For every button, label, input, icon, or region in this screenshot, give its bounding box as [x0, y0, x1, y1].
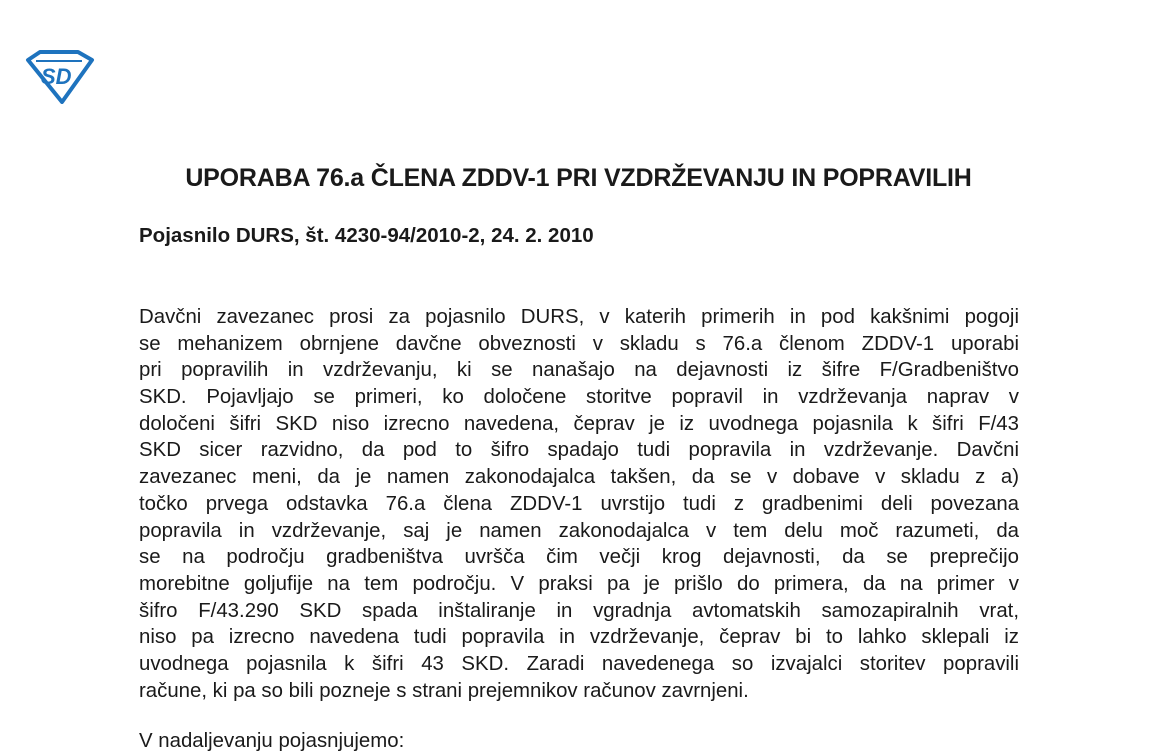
document-title: UPORABA 76.a ČLENA ZDDV-1 PRI VZDRŽEVANJU IN POPRAVILIH	[185, 164, 972, 192]
paragraph-line: račune, ki pa so bili pozneje s strani prejemnikov računov zavrnjeni.	[139, 679, 749, 702]
document-subtitle: Pojasnilo DURS, št. 4230-94/2010-2, 24. 2. 2010	[139, 224, 594, 247]
paragraph-line: SKD. Pojavljajo se primeri, ko določene storitve popravil in vzdrževanja naprav v	[139, 386, 1019, 409]
paragraph-line: pri popravilih in vzdrževanju, ki se nanašajo na dejavnosti iz šifre F/Gradbeništvo	[139, 359, 1019, 382]
next-section-intro: V nadaljevanju pojasnjujemo:	[139, 730, 405, 752]
body-paragraph	[139, 304, 1019, 704]
paragraph-line: morebitne goljufije na tem področju. V praksi pa je prišlo do primera, da na primer v	[139, 572, 1019, 595]
paragraph-line: uvodnega pojasnila k šifri 43 SKD. Zaradi navedenega so izvajalci storitev popravili	[139, 652, 1019, 675]
paragraph-line: popravila in vzdrževanje, saj je namen zakonodajalca v tem delu moč razumeti, da	[139, 519, 1019, 542]
paragraph-line: SKD sicer razvidno, da pod to šifro spadajo tudi popravila in vzdrževanje. Davčni	[139, 439, 1019, 462]
paragraph-line: šifro F/43.290 SKD spada inštaliranje in vgradnja avtomatskih samozapiralnih vrat,	[139, 599, 1019, 622]
paragraph-line: zavezanec meni, da je namen zakonodajalca takšen, da se v dobave v skladu z a)	[139, 466, 1019, 489]
paragraph-line: se mehanizem obrnjene davčne obveznosti v skladu s 76.a členom ZDDV-1 uporabi	[139, 332, 1019, 355]
paragraph-line: določeni šifri SKD niso izrecno navedena, čeprav je iz uvodnega pojasnila k šifri F/43	[139, 412, 1019, 435]
paragraph-line: točko prvega odstavka 76.a člena ZDDV-1 uvrstijo tudi z gradbenimi deli povezana	[139, 492, 1019, 515]
paragraph-line: niso pa izrecno navedena tudi popravila in vzdrževanje, čeprav bi to lahko sklepali iz	[139, 626, 1019, 649]
paragraph-line: se na področju gradbeništva uvršča čim večji krog dejavnosti, da se preprečijo	[139, 546, 1019, 569]
paragraph-line: Davčni zavezanec prosi za pojasnilo DURS, v katerih primerih in pod kakšnimi pogoji	[139, 306, 1019, 328]
sd-logo-icon	[22, 50, 96, 104]
svg-text:SD: SD	[41, 64, 72, 89]
